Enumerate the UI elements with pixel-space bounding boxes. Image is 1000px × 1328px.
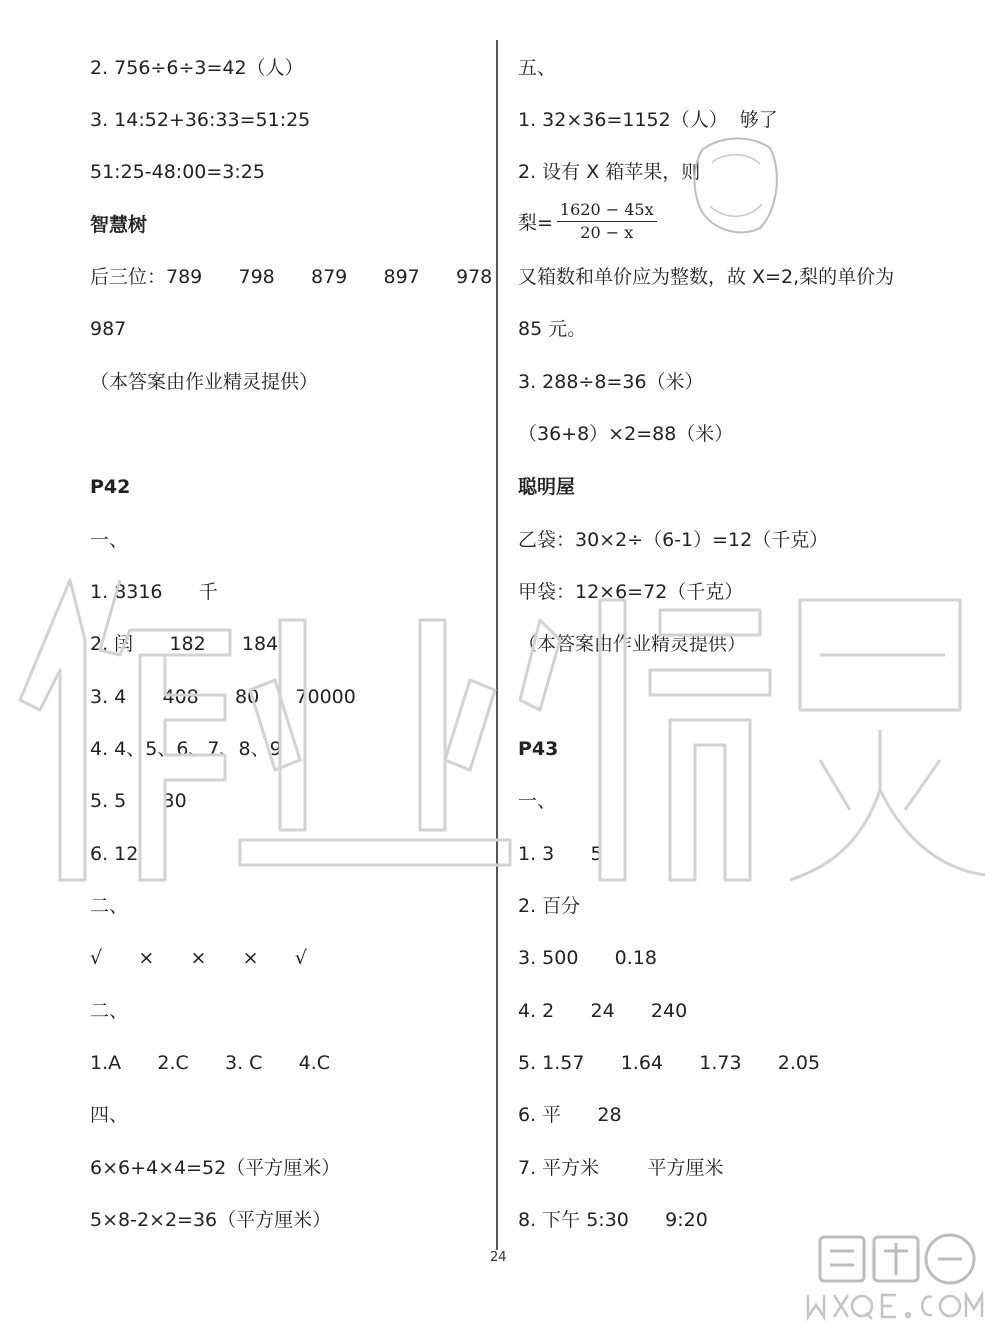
answer-line: 3. 288÷8=36（米） [518,371,704,393]
answer-line: 1. 32×36=1152（人） 够了 [518,109,778,131]
answer-line: 1. 3 5 [518,843,603,865]
answer-line: 7. 平方米 平方厘米 [518,1157,724,1179]
section-heading: 智慧树 [90,214,148,236]
answer-line: 6. 12 [90,843,139,865]
watermark-icon [0,560,1000,900]
answer-line: 后三位：789 798 879 897 978 [90,266,493,288]
page-heading-p43: P43 [518,738,559,760]
section-heading: 一、 [518,790,557,812]
answer-line: （36+8）×2=88（米） [518,423,734,445]
answer-line: 51:25-48:00=3:25 [90,161,265,183]
answer-line: 6×6+4×4=52（平方厘米） [90,1157,341,1179]
page-heading-p42: P42 [90,476,131,498]
credit-note: （本答案由作业精灵提供） [90,371,319,393]
answer-line: 又箱数和单价应为整数，故 X=2,梨的单价为 [518,266,895,288]
page-number: 24 [490,1250,507,1265]
section-heading: 五、 [518,57,557,79]
column-divider [496,40,498,1250]
answer-line: 3. 14:52+36:33=51:25 [90,109,311,131]
answer-line: 987 [90,318,127,340]
section-heading: 二、 [90,1000,129,1022]
answer-line: 5×8-2×2=36（平方厘米） [90,1209,332,1231]
section-heading: 聪明屋 [518,476,576,498]
answer-line: 5. 1.57 1.64 1.73 2.05 [518,1052,821,1074]
section-heading: 二、 [90,895,129,917]
fraction-numerator: 1620 − 45x [557,200,657,222]
site-logo-icon [800,1225,990,1325]
answer-line: 3. 4 408 80 70000 [90,686,356,708]
answer-line: 85 元。 [518,318,587,340]
answer-line: 1. 8316 千 [90,581,218,603]
answer-line: 2. 设有 X 箱苹果，则 [518,161,701,183]
answer-line: 5. 5 30 [90,790,187,812]
answer-line: 3. 500 0.18 [518,947,657,969]
answer-line: 2. 闰 182 184 [90,633,279,655]
answer-line: 8. 下午 5:30 9:20 [518,1209,708,1231]
fraction [557,200,657,243]
answer-line: 1.A 2.C 3. C 4.C [90,1052,331,1074]
watermark-stamp-icon [690,130,780,240]
pear-price-formula [518,200,657,243]
answer-line: 2. 百分 [518,895,581,917]
credit-note: （本答案由作业精灵提供） [518,633,747,655]
answer-line: 4. 2 24 240 [518,1000,688,1022]
answer-line: 2. 756÷6÷3=42（人） [90,57,304,79]
answer-line: 4. 4、5、6、7、8、9 [90,738,282,760]
answer-line: 甲袋：12×6=72（千克） [518,581,744,603]
section-heading: 一、 [90,529,129,551]
section-heading: 四、 [90,1104,129,1126]
fraction-denominator: 20 − x [580,223,634,242]
answer-line: 乙袋：30×2÷（6-1）=12（千克） [518,529,829,551]
answer-line: √ × × × √ [90,947,307,969]
answer-line: 6. 平 28 [518,1104,622,1126]
formula-prefix: 梨= [518,212,553,234]
